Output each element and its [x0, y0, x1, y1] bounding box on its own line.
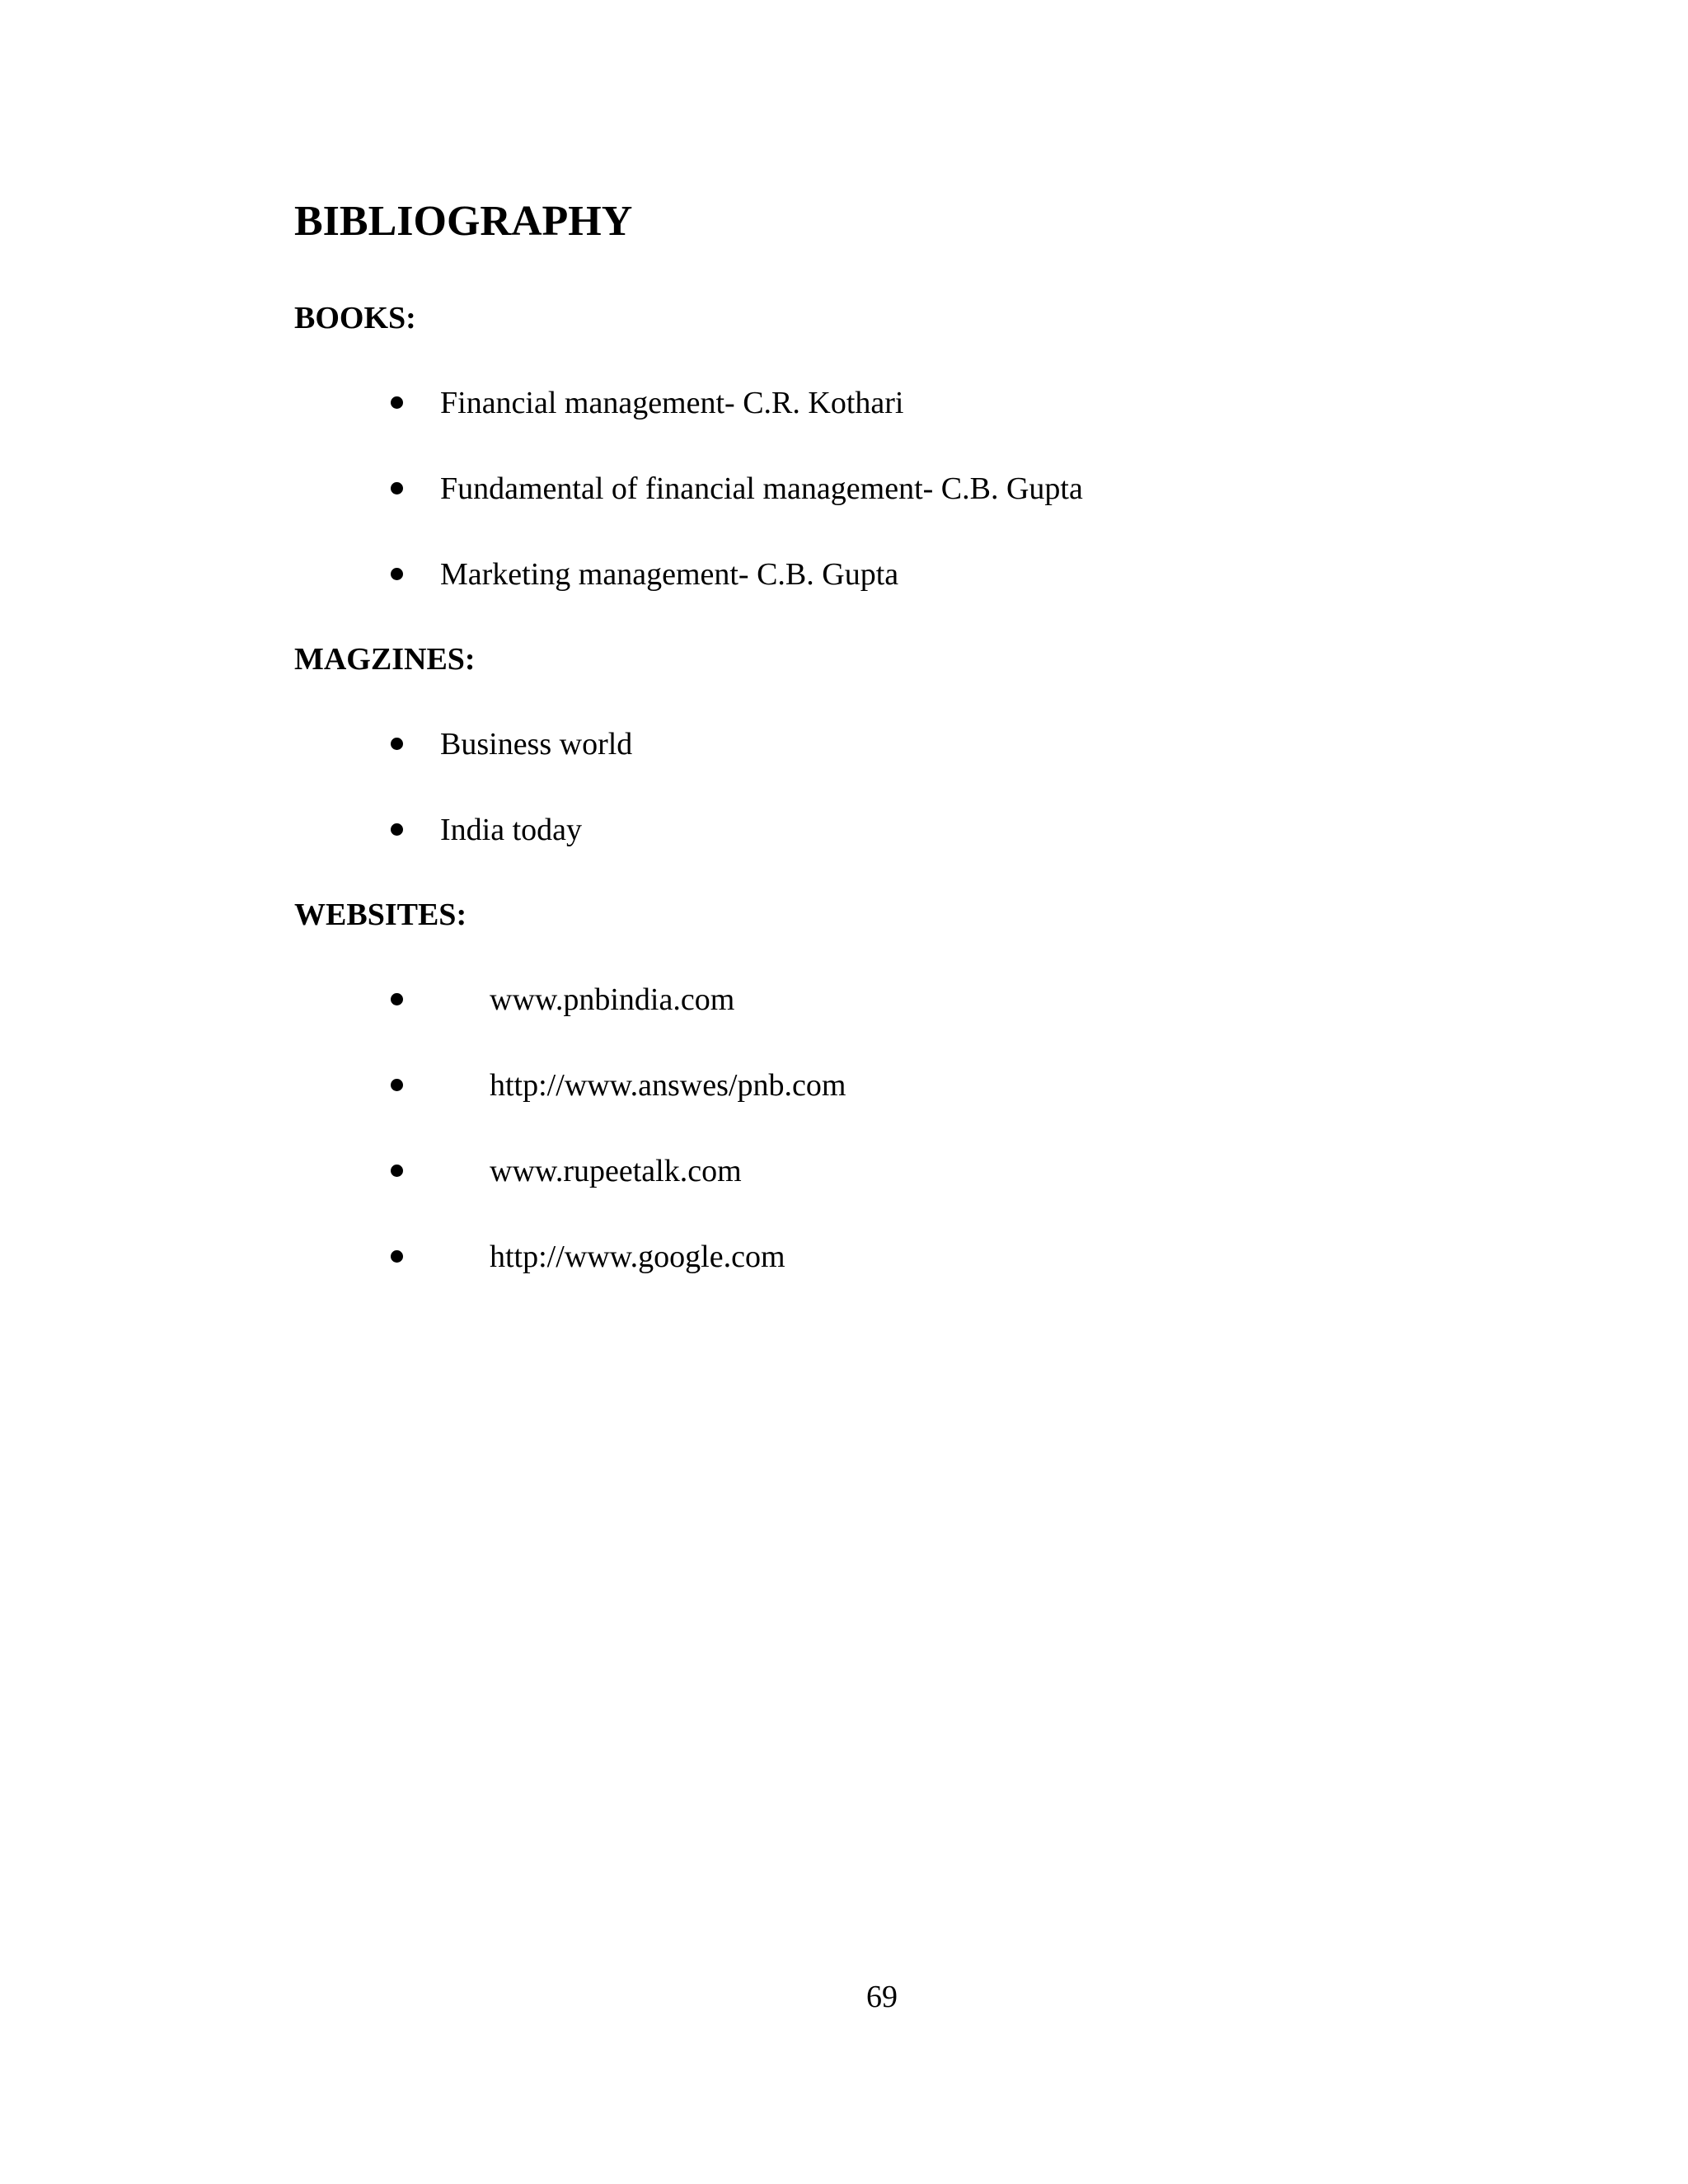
bullet-icon: [391, 1236, 406, 1277]
website-link: http://www.google.com: [490, 1240, 785, 1274]
magazine-entry: Business world: [440, 727, 633, 762]
bullet-icon: [391, 979, 406, 1020]
book-entry: Financial management- C.R. Kothari: [440, 386, 904, 420]
website-link: http://www.answes/pnb.com: [490, 1068, 846, 1103]
page-number: 69: [866, 1980, 898, 2014]
magazines-heading: MAGZINES:: [294, 642, 476, 677]
bullet-icon: [391, 554, 406, 595]
bullet-icon: [391, 382, 406, 424]
book-entry: Fundamental of financial management- C.B. Gupta: [440, 471, 1083, 506]
magazine-entry: India today: [440, 813, 583, 847]
bullet-icon: [391, 1151, 406, 1192]
page-title: BIBLIOGRAPHY: [294, 198, 633, 245]
website-link: www.rupeetalk.com: [490, 1154, 742, 1188]
bullet-icon: [391, 809, 406, 851]
websites-heading: WEBSITES:: [294, 898, 467, 932]
bullet-icon: [391, 724, 406, 765]
books-heading: BOOKS:: [294, 301, 416, 335]
book-entry: Marketing management- C.B. Gupta: [440, 557, 899, 592]
website-link: www.pnbindia.com: [490, 982, 735, 1017]
bullet-icon: [391, 468, 406, 509]
bullet-icon: [391, 1065, 406, 1106]
